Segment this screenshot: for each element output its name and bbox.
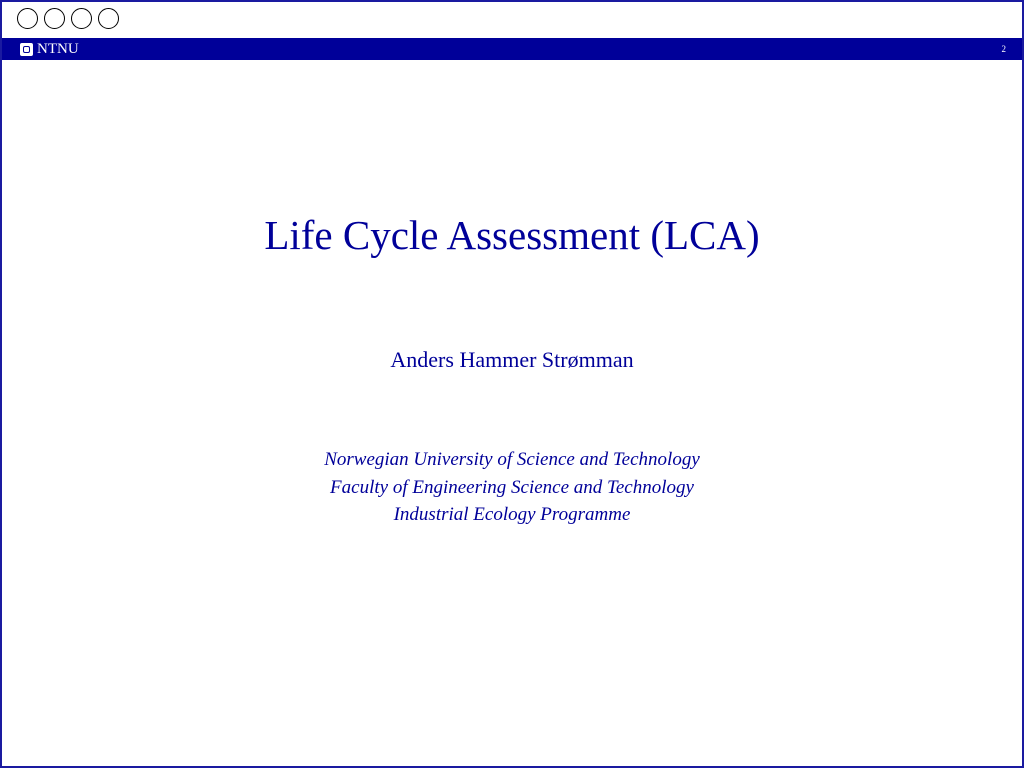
page-number: 2 xyxy=(1001,44,1006,54)
circle-icon xyxy=(71,8,92,29)
affiliation-block xyxy=(2,446,1022,529)
affiliation-line: Industrial Ecology Programme xyxy=(393,504,631,525)
ntnu-logo-icon xyxy=(20,43,33,56)
circle-icon xyxy=(17,8,38,29)
author-name: Anders Hammer Strømman xyxy=(390,347,634,372)
affiliation-line: Norwegian University of Science and Technology xyxy=(324,449,700,470)
header-band xyxy=(2,38,1022,60)
decorative-circles xyxy=(17,8,119,29)
circle-icon xyxy=(98,8,119,29)
slide-title: Life Cycle Assessment (LCA) xyxy=(264,212,760,258)
logo-text: NTNU xyxy=(37,41,79,57)
ntnu-logo xyxy=(20,41,79,57)
affiliation-line: Faculty of Engineering Science and Technology xyxy=(330,476,694,498)
circle-icon xyxy=(44,8,65,29)
